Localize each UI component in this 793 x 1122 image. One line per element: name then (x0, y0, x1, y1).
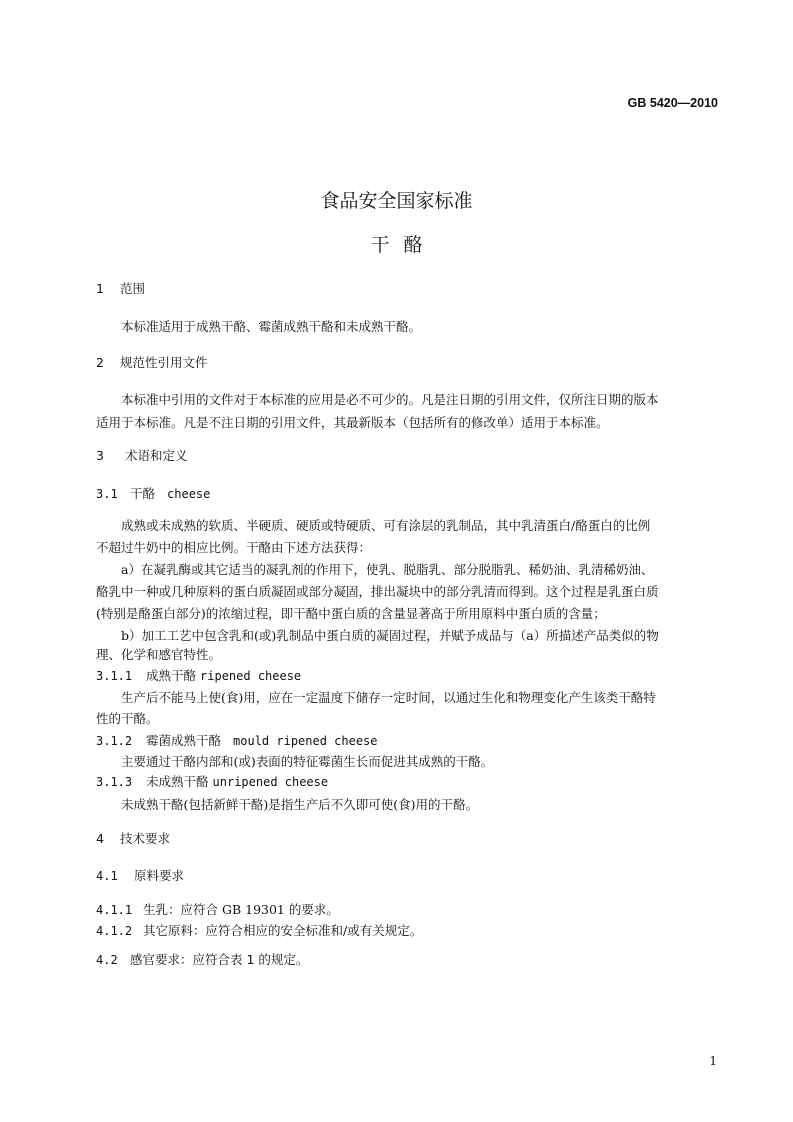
section-2-text-line1: 本标准中引用的文件对于本标准的应用是必不可少的。凡是注日期的引用文件，仅所注日期的版本 (121, 392, 659, 407)
definition-3-1-b-line1: b）加工工艺中包含乳和(或)乳制品中蛋白质的凝固过程，并赋予成品与（a）所描述产品类似的物 (121, 628, 659, 643)
section-heading-3-1-2: 3.1.2 霉菌成熟干酪 mould ripened cheese (96, 733, 378, 748)
definition-3-1-a-line2: 酪乳中一种或几种原料的蛋白质凝固或部分凝固，排出凝块中的部分乳清而得到。这个过程是乳蛋白质 (96, 584, 659, 599)
section-2-text-line2: 适用于本标准。凡是不注日期的引用文件，其最新版本（包括所有的修改单）适用于本标准。 (96, 415, 609, 430)
section-heading-3-1: 3.1 干酪 cheese (96, 486, 211, 501)
definition-3-1-1-line1: 生产后不能马上使(食)用，应在一定温度下储存一定时间，以通过生化和物理变化产生该类干酪特 (121, 690, 656, 705)
section-heading-4-2: 4.2 感官要求：应符合表 1 的规定。 (96, 952, 309, 967)
document-subtitle: 干酪 (370, 234, 437, 256)
definition-3-1-b-line2: 理、化学和感官特性。 (96, 647, 222, 662)
definition-3-1-a-line3: (特别是酪蛋白部分)的浓缩过程，即干酪中蛋白质的含量显著高于所用原料中蛋白质的含量； (96, 606, 606, 621)
section-heading-3: 3 术语和定义 (96, 448, 188, 463)
section-heading-1: 1 范围 (96, 281, 146, 296)
section-heading-4-1: 4.1 原料要求 (96, 868, 185, 883)
page-number: 1 (709, 1054, 717, 1068)
standard-code: GB 5420—2010 (627, 96, 718, 110)
section-1-text: 本标准适用于成熟干酪、霉菌成熟干酪和未成熟干酪。 (121, 319, 422, 334)
section-heading-4: 4 技术要求 (96, 831, 171, 846)
requirement-4-1-1: 4.1.1 生乳：应符合 GB 19301 的要求。 (96, 902, 339, 917)
definition-3-1-line2: 不超过牛奶中的相应比例。干酪由下述方法获得： (96, 540, 372, 555)
definition-3-1-1-line2: 性的干酪。 (96, 711, 159, 726)
definition-3-1-a-line1: a）在凝乳酶或其它适当的凝乳剂的作用下，使乳、脱脂乳、部分脱脂乳、稀奶油、乳清稀奶油、 (121, 562, 654, 577)
definition-3-1-2-text: 主要通过干酪内部和(或)表面的特征霉菌生长而促进其成熟的干酪。 (121, 754, 494, 769)
section-heading-3-1-1: 3.1.1 成熟干酪 ripened cheese (96, 668, 302, 683)
section-heading-2: 2 规范性引用文件 (96, 355, 208, 370)
section-heading-3-1-3: 3.1.3 未成熟干酪 unripened cheese (96, 774, 329, 789)
document-title: 食品安全国家标准 (320, 190, 473, 212)
definition-3-1-line1: 成熟或未成熟的软质、半硬质、硬质或特硬质、可有涂层的乳制品，其中乳清蛋白/酪蛋白的比例 (121, 518, 651, 533)
definition-3-1-3-text: 未成熟干酪(包括新鲜干酪)是指生产后不久即可使(食)用的干酪。 (121, 797, 479, 812)
requirement-4-1-2: 4.1.2 其它原料：应符合相应的安全标准和/或有关规定。 (96, 923, 423, 938)
